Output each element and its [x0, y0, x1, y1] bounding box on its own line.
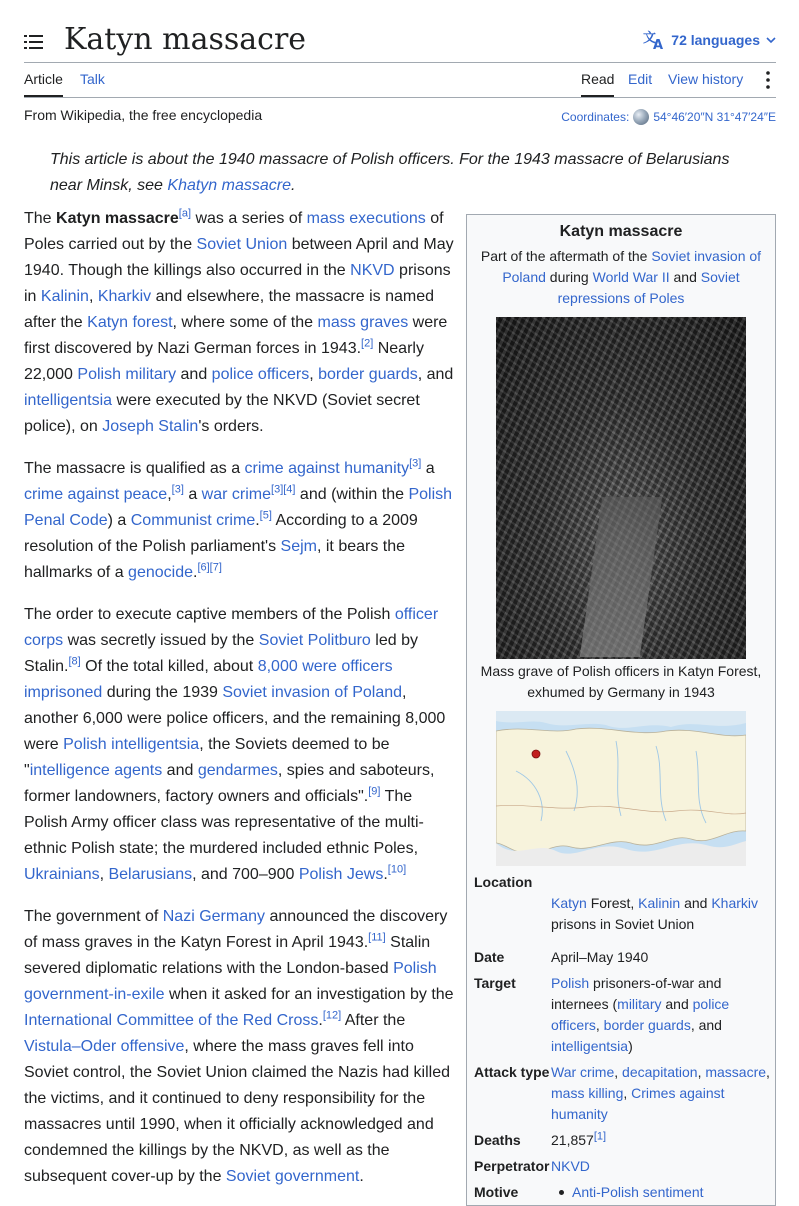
wiki-link[interactable]: Soviet Politburo: [258, 632, 371, 649]
wiki-link[interactable]: Polish Jews: [298, 866, 384, 883]
photo-detail: [580, 497, 662, 657]
citation-link[interactable]: [3]: [409, 457, 422, 470]
text-run: was a series of: [191, 210, 307, 227]
wiki-link[interactable]: Katyn forest: [87, 314, 173, 331]
wiki-link[interactable]: Katyn: [551, 895, 587, 911]
wiki-link[interactable]: Soviet Union: [196, 236, 288, 253]
wiki-link[interactable]: intelligentsia: [24, 392, 113, 409]
row-value: [551, 971, 770, 1060]
text-run: .: [359, 1168, 364, 1185]
text-run: were first discovered by Nazi German forces in 1943.: [24, 314, 448, 357]
row-label: Target: [474, 975, 516, 991]
text-run: ,: [309, 366, 319, 383]
text-run: 21,857: [551, 1132, 594, 1148]
wiki-link[interactable]: border guards: [603, 1017, 691, 1033]
text-run: Nearly 22,000: [24, 340, 424, 383]
wiki-link[interactable]: Soviet government: [225, 1168, 360, 1185]
language-selector[interactable]: [643, 30, 776, 50]
text-run: , and 700–900: [192, 866, 299, 883]
text-run: , where some of the: [172, 314, 318, 331]
citation-link[interactable]: [1]: [593, 1130, 607, 1143]
citation-link[interactable]: [12]: [322, 1009, 342, 1022]
page-header: [24, 18, 776, 62]
wiki-link[interactable]: mass executions: [306, 210, 426, 227]
tab-view-history[interactable]: View history: [668, 71, 744, 87]
wiki-link[interactable]: Communist crime: [130, 512, 256, 529]
text-run: .: [193, 564, 198, 581]
wiki-link[interactable]: Soviet repressions of Poles: [557, 269, 740, 306]
text-run: The Polish Army officer class was representative of the multi-ethnic Polish state; the murdered included ethnic Poles,: [24, 788, 424, 857]
infobox-row-motive: [474, 1180, 770, 1206]
text-run: The: [24, 210, 57, 227]
text-run: Stalin severed diplomatic relations with the London-based: [24, 934, 431, 977]
text-run: and: [661, 996, 693, 1012]
wiki-link[interactable]: Soviet invasion of Poland: [222, 684, 403, 701]
text-run: .: [255, 512, 260, 529]
text-run: Forest,: [586, 895, 639, 911]
text-run: prisons in: [24, 262, 451, 305]
wiki-link[interactable]: War crime: [551, 1064, 615, 1080]
text-run: ,: [614, 1064, 623, 1080]
page-title: Katyn massacre: [64, 22, 307, 57]
text-run: ,: [766, 1064, 770, 1080]
wiki-link[interactable]: decapitation: [622, 1064, 698, 1080]
citation-link[interactable]: [6][7]: [197, 561, 222, 574]
wiki-link[interactable]: war crime: [201, 486, 272, 503]
wiki-link[interactable]: police officers: [211, 366, 310, 383]
text-run: and: [680, 895, 712, 911]
text-run: and elsewhere, the massacre is named after the: [24, 288, 434, 331]
infobox-row-attack-type: [474, 1060, 770, 1128]
tagline: From Wikipedia, the free encyclopedia: [24, 107, 263, 123]
infobox-row-deaths: [474, 1128, 770, 1154]
wiki-link[interactable]: Ukrainians: [24, 866, 100, 883]
citation-link[interactable]: [11]: [368, 931, 386, 944]
main-menu-icon[interactable]: [24, 34, 43, 50]
row-label: Deaths: [474, 1132, 521, 1148]
motive-value: [572, 1184, 704, 1200]
paragraph: [24, 206, 454, 440]
text-run: between April and May 1940. Though the killings also occurred in the: [24, 236, 454, 279]
text-run: prisoners-of-war and internees (: [551, 975, 722, 1012]
wiki-link[interactable]: crime against humanity: [244, 460, 410, 477]
text-run: and: [162, 762, 198, 779]
wiki-link[interactable]: Joseph Stalin: [102, 418, 199, 435]
row-label: Date: [474, 949, 505, 965]
wiki-link[interactable]: Polish Penal Code: [24, 486, 453, 529]
wiki-link[interactable]: Crimes against humanity: [551, 1085, 725, 1122]
wiki-link[interactable]: Polish intelligentsia: [63, 736, 200, 753]
wiki-link[interactable]: Sejm: [280, 538, 317, 555]
wiki-link[interactable]: Kalinin: [40, 288, 89, 305]
hatnote-link[interactable]: Khatyn massacre: [167, 177, 291, 194]
text-run: ,: [623, 1085, 632, 1101]
wiki-link[interactable]: Nazi Germany: [162, 908, 265, 925]
hatnote-end: .: [291, 177, 296, 194]
text-run: ,: [697, 1064, 706, 1080]
wiki-link[interactable]: police officers: [551, 996, 730, 1033]
infobox: [466, 214, 776, 1206]
wiki-link[interactable]: International Committee of the Red Cross: [24, 1012, 319, 1029]
translate-icon: [643, 30, 665, 50]
text-run: , where the mass graves fell into Soviet control, the Soviet Union claimed the Nazis had killed the victims, and it continued to deny responsibility for the massacres until 1990, when it officially acknowledged and condemned the killings by the NKVD, as well as the subsequent cover-up by the: [24, 1038, 450, 1185]
text-run: The government of: [24, 908, 163, 925]
wiki-link[interactable]: gendarmes: [197, 762, 278, 779]
text-run: led by Stalin.: [24, 632, 418, 675]
citation-link[interactable]: [8]: [68, 655, 81, 668]
wiki-link[interactable]: Kharkiv: [97, 288, 152, 305]
paragraph: [24, 904, 454, 1190]
infobox-row-perpetrator: [474, 1154, 770, 1180]
infobox-row-target: [474, 971, 770, 1060]
text-run: , spies and saboteurs, former landowners, factory owners and officials".: [24, 762, 435, 805]
text-run: ,: [99, 866, 109, 883]
hatnote-text: This article is about the 1940 massacre of Polish officers. For the 1943 massacre of Belarusians near Minsk, see: [50, 151, 730, 194]
text-run: ): [628, 1038, 633, 1054]
page-tabs: [24, 62, 776, 98]
wiki-link[interactable]: NKVD: [551, 1158, 590, 1174]
wiki-link[interactable]: military: [617, 996, 662, 1012]
wiki-link[interactable]: officer corps: [24, 606, 439, 649]
row-label: Motive: [474, 1184, 519, 1200]
infobox-row-date: [474, 945, 770, 971]
citation-link[interactable]: [9]: [368, 785, 381, 798]
languages-label: 72 languages: [671, 32, 760, 48]
wiki-link[interactable]: Polish military: [77, 366, 177, 383]
wiki-link[interactable]: Polish government-in-exile: [24, 960, 437, 1003]
text-run: The massacre is qualified as a: [24, 460, 245, 477]
row-value: [551, 1128, 770, 1154]
text-run: , and: [417, 366, 454, 383]
row-value: [551, 1060, 770, 1128]
tab-edit[interactable]: Edit: [628, 71, 653, 87]
wiki-link[interactable]: NKVD: [350, 262, 395, 279]
coordinates: [561, 109, 776, 125]
bold-term: Katyn massacre: [56, 210, 179, 227]
row-value: [551, 1154, 770, 1180]
text-run: during the 1939: [102, 684, 223, 701]
wiki-link[interactable]: Anti-Polish sentiment: [572, 1184, 704, 1200]
tab-article[interactable]: Article: [24, 71, 63, 87]
location-map[interactable]: [496, 711, 746, 866]
wiki-link[interactable]: World War II: [592, 269, 670, 285]
wiki-link[interactable]: Soviet invasion of Poland: [502, 248, 762, 285]
wiki-link[interactable]: Kalinin: [638, 895, 681, 911]
svg-text:文: 文: [643, 31, 657, 46]
text-run: 's orders.: [198, 418, 264, 435]
wiki-link[interactable]: intelligence agents: [29, 762, 163, 779]
infobox-table: [474, 945, 770, 1206]
text-run: a: [183, 486, 202, 503]
text-run: The order to execute captive members of the Polish: [24, 606, 395, 623]
row-label: Attack type: [474, 1064, 550, 1080]
citation-link[interactable]: [10]: [387, 863, 407, 876]
text-run: were executed by the NKVD (Soviet secret police), on: [24, 392, 420, 435]
text-run: .: [318, 1012, 323, 1029]
wiki-link[interactable]: Polish: [551, 975, 590, 991]
svg-text:A: A: [653, 38, 664, 50]
text-run: prisons in Soviet Union: [551, 916, 695, 932]
text-run: , and: [690, 1017, 722, 1033]
citation-link[interactable]: [3]: [171, 483, 184, 496]
text-run: After the: [341, 1012, 406, 1029]
citation-link[interactable]: [2]: [361, 337, 374, 350]
text-run: of Poles carried out by the: [24, 210, 444, 253]
article-body: [24, 206, 454, 1206]
coordinates-value[interactable]: 54°46′20″N 31°47′24″E: [653, 110, 776, 124]
text-run: ,: [595, 1017, 604, 1033]
text-run: and: [176, 366, 212, 383]
infobox-title: Katyn massacre: [559, 223, 683, 240]
tab-talk[interactable]: Talk: [80, 71, 105, 87]
hatnote: [50, 147, 760, 199]
tab-read[interactable]: Read: [581, 71, 615, 87]
text-run: ,: [88, 288, 98, 305]
wiki-link[interactable]: 8,000 were officers imprisoned: [24, 658, 393, 701]
wiki-link[interactable]: genocide: [128, 564, 193, 581]
wiki-link[interactable]: Belarusians: [108, 866, 193, 883]
text-run: ,: [167, 486, 172, 503]
text-run: announced the discovery of mass graves in the Katyn Forest in April 1943.: [24, 908, 448, 951]
wiki-link[interactable]: massacre: [705, 1064, 767, 1080]
text-run: when it asked for an investigation by the: [164, 986, 454, 1003]
text-run: Of the total killed, about: [80, 658, 258, 675]
row-value: [551, 945, 770, 971]
citation-link[interactable]: [5]: [259, 509, 272, 522]
row-label: Perpetrator: [474, 1158, 550, 1174]
text-run: Part of the aftermath of the: [480, 248, 652, 264]
text-run: , it bears the hallmarks of a: [24, 538, 406, 581]
wiki-link[interactable]: Vistula–Oder offensive: [24, 1038, 185, 1055]
citation-link[interactable]: [a]: [178, 207, 191, 220]
citation-link[interactable]: [3][4]: [271, 483, 296, 496]
text-run: , another 6,000 were police officers, and the remaining 8,000 were: [24, 684, 446, 753]
text-run: , the Soviets deemed to be ": [24, 736, 390, 779]
wiki-link[interactable]: mass graves: [317, 314, 409, 331]
wiki-link[interactable]: intelligentsia: [551, 1038, 629, 1054]
photo-caption: Mass grave of Polish officers in Katyn Forest, exhumed by Germany in 1943: [480, 663, 762, 700]
text-run: a: [421, 460, 435, 477]
coordinates-label[interactable]: Coordinates:: [561, 110, 630, 124]
wiki-link[interactable]: crime against peace: [24, 486, 168, 503]
paragraph: [24, 456, 454, 586]
text-run: According to a 2009 resolution of the Polish parliament's: [24, 512, 418, 555]
more-options-icon[interactable]: [766, 71, 770, 89]
paragraph: [24, 602, 454, 888]
text-run: .: [383, 866, 388, 883]
wiki-link[interactable]: Kharkiv: [711, 895, 759, 911]
row-value: [551, 1180, 770, 1206]
location-label: Location: [474, 874, 533, 890]
infobox-subtitle: [467, 246, 775, 309]
chevron-down-icon: [766, 36, 776, 44]
text-run: and (within the: [295, 486, 409, 503]
globe-icon[interactable]: [633, 109, 649, 125]
wiki-link[interactable]: mass killing: [551, 1085, 624, 1101]
text-run: was secretly issued by the: [63, 632, 259, 649]
text-run: during: [545, 269, 593, 285]
mass-grave-photo[interactable]: [496, 317, 746, 659]
location-value: [467, 893, 775, 935]
text-run: ) a: [107, 512, 131, 529]
wiki-link[interactable]: border guards: [318, 366, 418, 383]
text-run: and: [669, 269, 701, 285]
text-run: April–May 1940: [551, 949, 649, 965]
